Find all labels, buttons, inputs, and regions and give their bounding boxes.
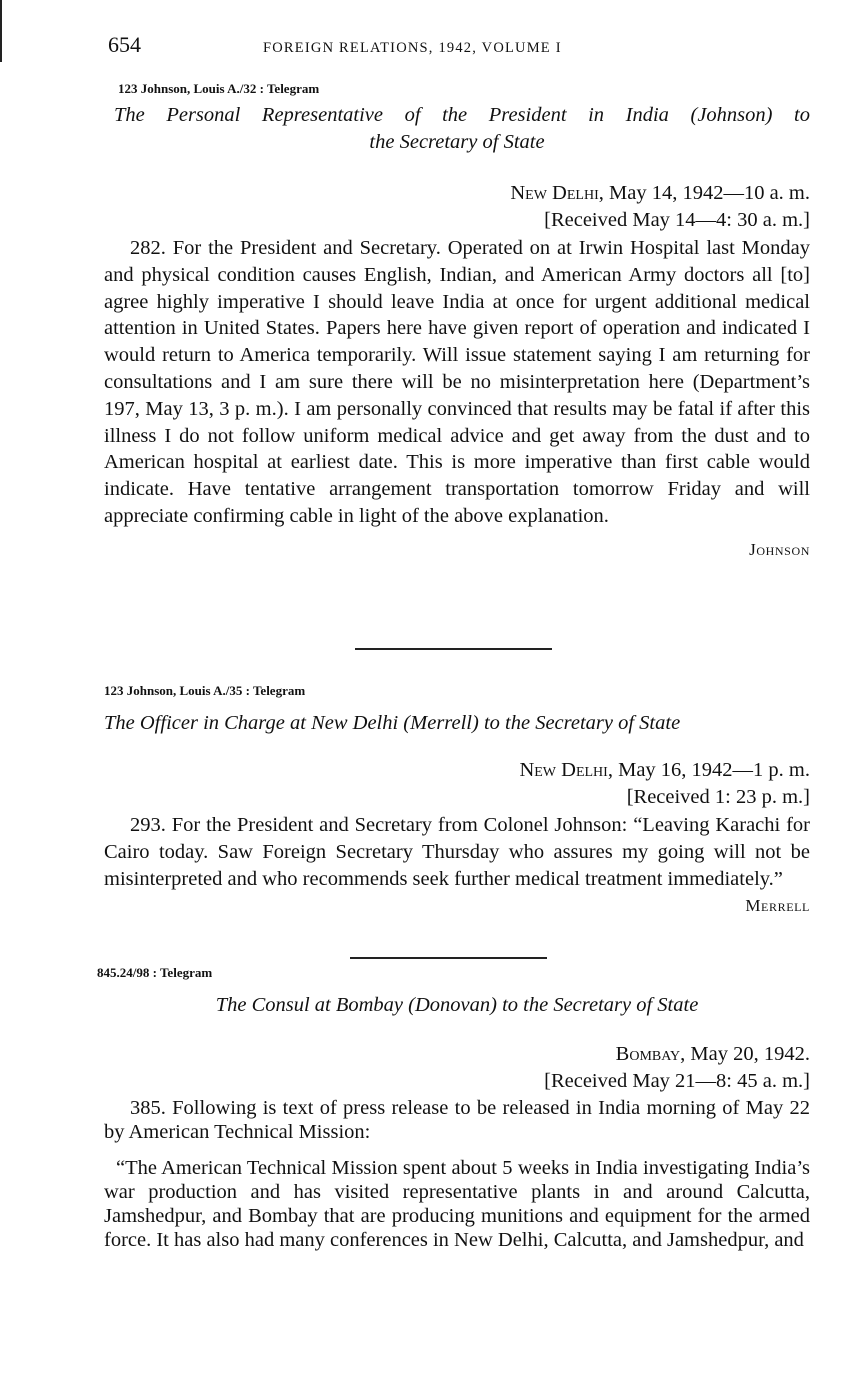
title-line: the Secretary of State <box>369 131 545 153</box>
dateline-date: , May 14, 1942—10 a. m. <box>598 182 810 204</box>
telegram-title: The Officer in Charge at New Delhi (Merrell) to the Secretary of State <box>104 712 681 734</box>
dateline-place: New Delhi <box>519 759 608 781</box>
section-divider <box>355 648 552 650</box>
telegram-title <box>104 102 810 156</box>
telegram-merrell-may16 <box>104 682 810 916</box>
telegram-body: 293. For the President and Secretary from Colonel Johnson: “Leaving Karachi for Cairo today. Saw Foreign Secretary Thursday who assures my going will not be misinterpreted and who recommends seek further medical treatment immediately.” <box>104 814 810 890</box>
section-divider <box>350 957 547 959</box>
dateline-date: , May 20, 1942. <box>680 1043 810 1065</box>
received-line: [Received 1: 23 p. m.] <box>626 786 810 808</box>
dateline <box>104 1041 810 1068</box>
file-reference: 123 Johnson, Louis A./32 : Telegram <box>118 81 320 96</box>
signature: Johnson <box>749 539 810 559</box>
dateline <box>104 180 810 207</box>
telegram-title: The Consul at Bombay (Donovan) to the Secretary of State <box>215 994 699 1016</box>
page-number: 654 <box>108 32 141 57</box>
signature: Merrell <box>745 896 810 916</box>
received-line: [Received May 14—4: 30 a. m.] <box>544 209 810 231</box>
dateline-date: , May 16, 1942—1 p. m. <box>607 759 810 781</box>
telegram-johnson-may14 <box>104 80 810 560</box>
press-release-quote: “The American Technical Mission spent about 5 weeks in India investigating India’s war production and has visited representative plants in and around Calcutta, Jamshedpur, and Bombay that are producing munitions and equipment for the armed force. It has also had many conferences in New Delhi, Calcutta, and Jamshedpur, and <box>104 1157 810 1251</box>
page-edge-mark <box>0 0 2 62</box>
file-reference: 123 Johnson, Louis A./35 : Telegram <box>104 683 306 698</box>
telegram-body: 385. Following is text of press release to be released in India morning of May 22 by American Technical Mission: <box>104 1097 810 1143</box>
dateline-place: New Delhi <box>510 182 599 204</box>
dateline-place: Bombay <box>615 1043 681 1065</box>
running-head: FOREIGN RELATIONS, 1942, VOLUME I <box>263 40 562 56</box>
telegram-donovan-may20 <box>97 964 810 1252</box>
dateline <box>104 757 810 784</box>
telegram-body: 282. For the President and Secretary. Operated on at Irwin Hospital last Monday and physical condition causes English, Indian, and American Army doctors all [to] agree highly imperative I should leave India at once for urgent additional medical attention in United States. Papers here have given report of operation and indicated I would return to America temporarily. Will issue statement saying I am returning for consultations and I am sure there will be no misinterpretation here (Department’s 197, May 13, 3 p. m.). I am personally convinced that results may be fatal if after this illness I do not follow uniform medical advice and get away from the dust and to American hospital at earliest date. This is more imperative than first cable would indicate. Have tentative arrangement transportation tomorrow Friday and will appreciate confirming cable in light of the above explanation. <box>104 237 810 527</box>
title-line: The Personal Representative of the President in India (Johnson) to <box>114 104 810 126</box>
page-header <box>108 32 808 62</box>
received-line: [Received May 21—8: 45 a. m.] <box>544 1070 810 1092</box>
file-reference: 845.24/98 : Telegram <box>97 965 213 980</box>
